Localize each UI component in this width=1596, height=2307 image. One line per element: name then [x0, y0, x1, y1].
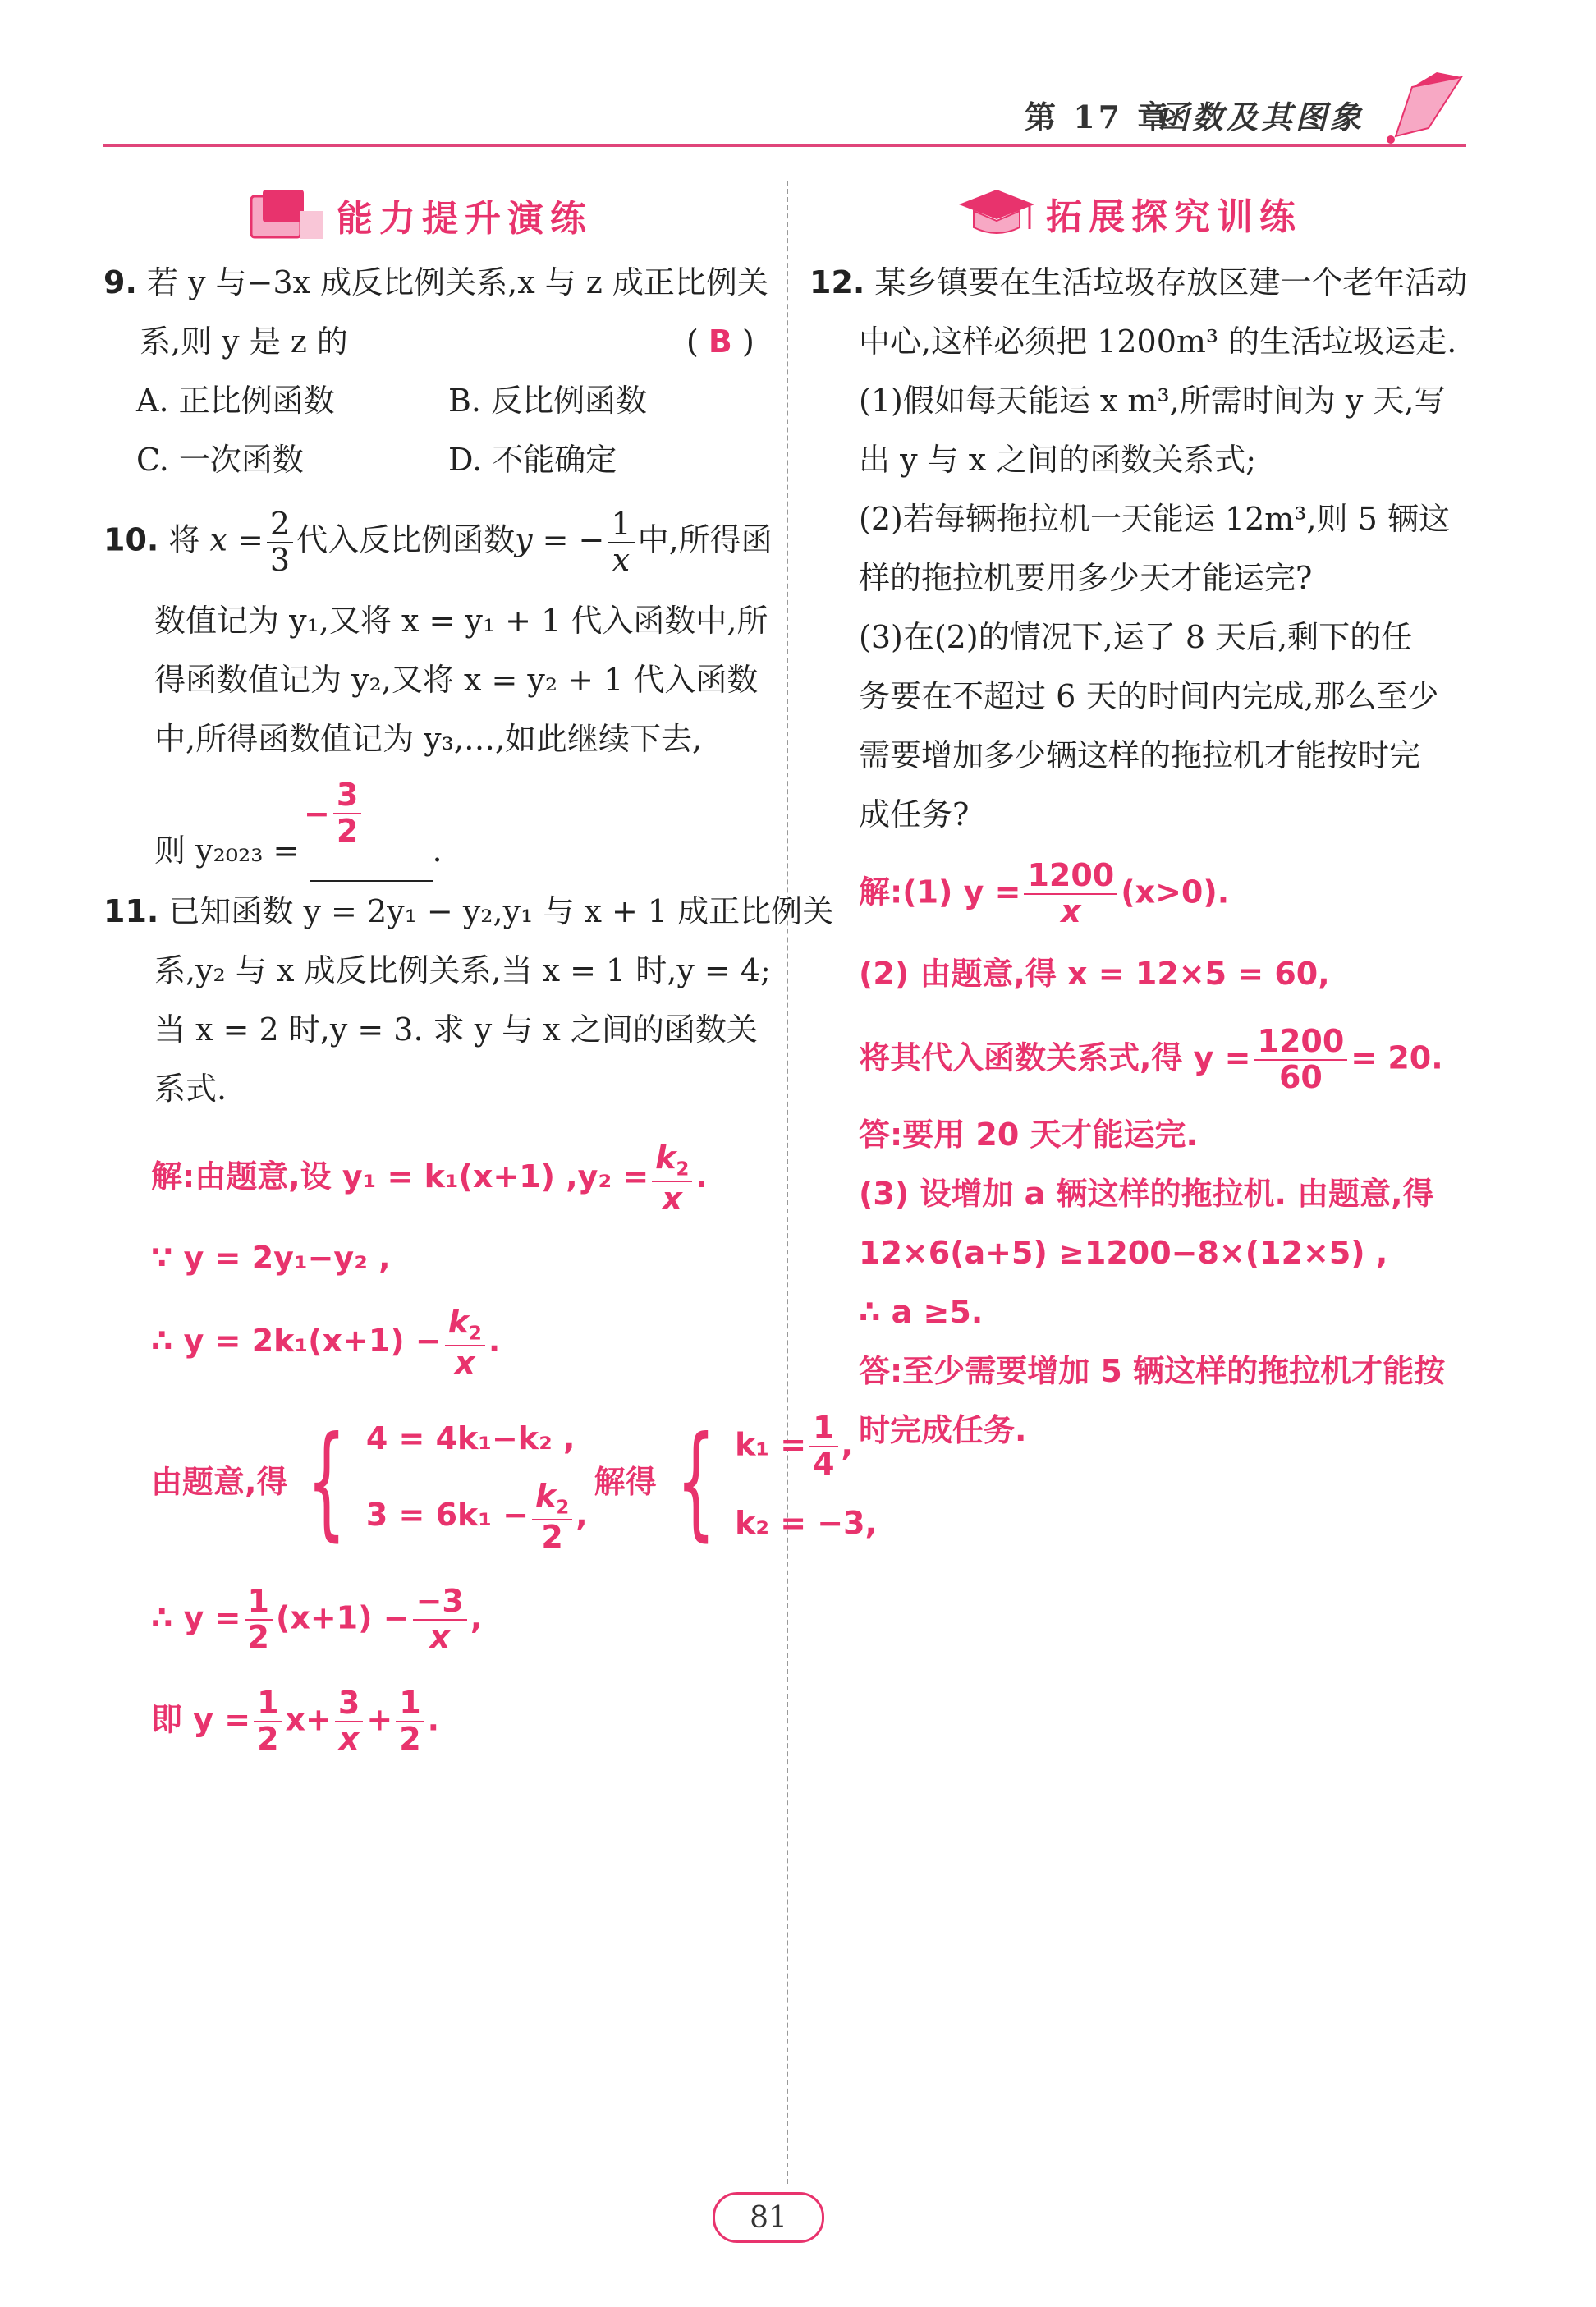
solution-system: { k₁ = $\frac{1}{4}$ , k₂ = −3,	[676, 1409, 878, 1553]
q12-solution-5: (3) 设增加 a 辆这样的拖拉机. 由题意,得	[859, 1176, 1434, 1212]
chapter-number: 第 17 章	[1025, 99, 1172, 135]
q11-solution-6: 即 y = $\frac{1}{2}$ x+ $\frac{3}{x}$ + $\frac{1}{2}$ .	[151, 1685, 440, 1757]
q11-line2: 系,y₂ 与 x 成反比例关系,当 x = 1 时,y = 4;	[154, 952, 771, 988]
q9-line2: 系,则 y 是 z 的	[140, 323, 348, 360]
q12-solution-4: 答:要用 20 天才能运完.	[859, 1117, 1198, 1153]
q11-solution-2: ∵ y = 2y₁−y₂ ,	[151, 1240, 391, 1276]
column-divider	[787, 181, 788, 2184]
q11-solution-1: 解:由题意,设 y₁ = k₁(x+1) ,y₂ = $\frac{k_2}{x}$ .	[151, 1140, 708, 1217]
page-number: 81	[713, 2192, 824, 2243]
q10-number: 10.	[103, 521, 159, 558]
q12-line10: 成任务?	[859, 796, 970, 832]
section-banner-left	[246, 182, 593, 248]
q9-answer-bracket: ( B )	[686, 323, 754, 360]
q12-line1: 12. 某乡镇要在生活垃圾存放区建一个老年活动	[809, 264, 1468, 300]
q9-option-c: C. 一次函数	[136, 442, 304, 478]
q12-line4: 出 y 与 x 之间的函数关系式;	[859, 442, 1257, 478]
q9-option-d: D. 不能确定	[448, 442, 617, 478]
q12-solution-9: 时完成任务.	[859, 1412, 1027, 1448]
q11-solution-4: 由题意,得 { 4 = 4k₁−k₂ , 3 = 6k₁ − $\frac{k_2}{2}$ , 解得 { k₁ = $\frac{1}{4}$ , k₂ = −3,	[151, 1409, 878, 1555]
books-icon	[246, 186, 328, 244]
q12-line6: 样的拖拉机要用多少天才能运完?	[859, 560, 1313, 596]
q9-option-b: B. 反比例函数	[448, 383, 648, 419]
chapter-title: 函数及其图象	[1158, 99, 1365, 135]
q11-number: 11.	[103, 893, 159, 929]
q12-solution-2: (2) 由题意,得 x = 12×5 = 60,	[859, 956, 1330, 992]
fraction-one-over-x: $\frac{1}{x}$	[608, 507, 634, 578]
q12-line7: (3)在(2)的情况下,运了 8 天后,剩下的任	[859, 619, 1413, 655]
pencil-icon	[1379, 71, 1470, 144]
section-title-right: 拓展探究训练	[1046, 196, 1302, 238]
q10-line1: 10. 将 x = $\frac{2}{3}$ 代入反比例函数y = − $\frac{1}{x}$ 中,所得函	[103, 506, 773, 578]
q12-solution-3: 将其代入函数关系式,得 y = $\frac{1200}{60}$ = 20.	[859, 1023, 1443, 1095]
q12-number: 12.	[809, 264, 865, 300]
section-title-left: 能力提升演练	[337, 198, 593, 240]
q10-line4: 中,所得函数值记为 y₃,…,如此继续下去,	[154, 721, 703, 757]
graduation-cap-icon	[956, 185, 1038, 242]
q9-answer: B	[708, 323, 732, 360]
q12-solution-8: 答:至少需要增加 5 辆这样的拖拉机才能按	[859, 1353, 1446, 1389]
q12-line2: 中心,这样必须把 1200m³ 的生活垃圾运走.	[859, 323, 1457, 360]
q9-text: 若 y 与−3x 成反比例关系,x 与 z 成正比例关	[146, 264, 768, 300]
q11-solution-5: ∴ y = $\frac{1}{2}$ (x+1) − $\frac{-3}{x}$ ,	[151, 1583, 483, 1655]
q11-line1: 11. 已知函数 y = 2y₁ − y₂,y₁ 与 x + 1 成正比例关	[103, 893, 834, 929]
q12-line3: (1)假如每天能运 x m³,所需时间为 y 天,写	[859, 383, 1446, 419]
section-banner-right	[956, 181, 1302, 246]
q9-option-a: A. 正比例函数	[136, 383, 335, 419]
q10-line2: 数值记为 y₁,又将 x = y₁ + 1 代入函数中,所	[154, 603, 768, 639]
q12-line9: 需要增加多少辆这样的拖拉机才能按时完	[859, 737, 1421, 773]
q10-answer: − $\frac{3}{2}$	[304, 778, 365, 849]
equation-system: { 4 = 4k₁−k₂ , 3 = 6k₁ − $\frac{k_2}{2}$ ,	[307, 1410, 588, 1555]
q12-line8: 务要在不超过 6 天的时间内完成,那么至少	[859, 678, 1439, 714]
q12-solution-6: 12×6(a+5) ≥1200−8×(12×5) ,	[859, 1235, 1388, 1271]
q12-solution-1: 解:(1) y = $\frac{1200}{x}$ (x>0).	[859, 857, 1230, 929]
q10-line3: 得函数值记为 y₂,又将 x = y₂ + 1 代入函数	[154, 662, 759, 698]
q10-line5: 则 y₂₀₂₃ = .	[154, 821, 443, 882]
q12-solution-7: ∴ a ≥5.	[859, 1294, 984, 1330]
fraction-two-thirds: $\frac{2}{3}$	[267, 507, 293, 578]
q12-line5: (2)若每辆拖拉机一天能运 12m³,则 5 辆这	[859, 501, 1450, 537]
q11-solution-3: ∴ y = 2k₁(x+1) − $\frac{k_2}{x}$ .	[151, 1304, 501, 1381]
header-rule	[103, 144, 1466, 147]
q9-number: 9.	[103, 264, 137, 300]
q11-line3: 当 x = 2 时,y = 3. 求 y 与 x 之间的函数关	[154, 1011, 758, 1048]
q11-line4: 系式.	[154, 1071, 227, 1107]
q9-line1	[103, 253, 768, 312]
